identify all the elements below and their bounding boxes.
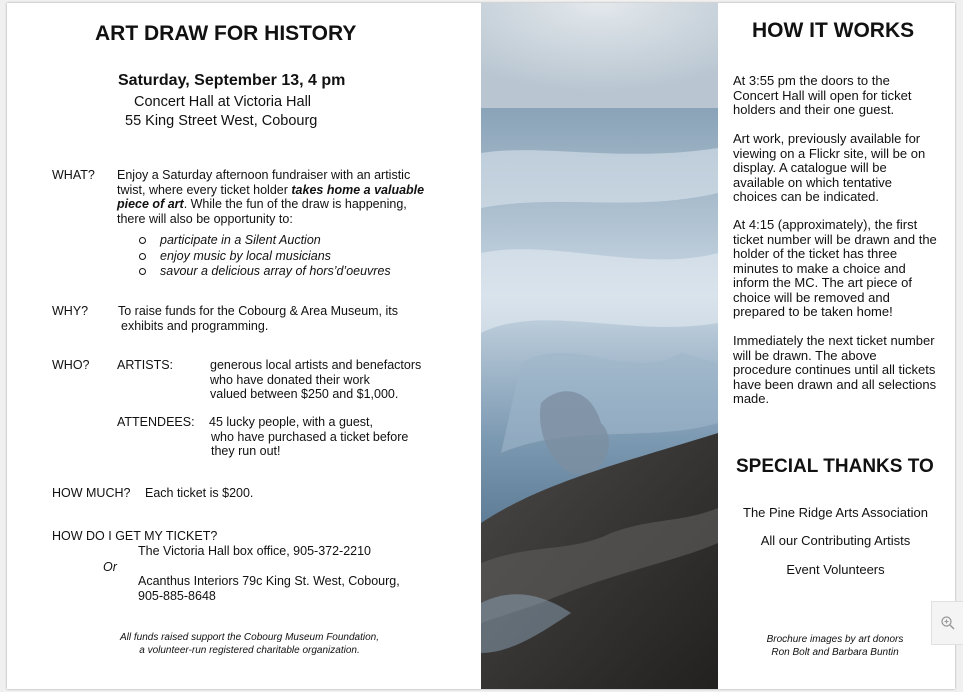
image-credit <box>740 633 930 659</box>
what-emphasis: takes home a valuable <box>291 182 425 197</box>
how-paragraph-4: Immediately the next ticket number will be drawn. The above procedure continues until all tickets have been drawn and all selections made. <box>733 333 937 406</box>
who-label: WHO? <box>52 358 90 372</box>
list-item: participate in a Silent Auction <box>139 233 391 249</box>
ocean-photo <box>481 3 718 689</box>
zoom-in-icon <box>940 615 956 631</box>
brochure-page <box>7 3 955 689</box>
what-text-part: . While the fun of the draw is happening, <box>183 197 407 211</box>
event-date: Saturday, September 13, 4 pm <box>118 72 346 89</box>
thanks-item-2: All our Contributing Artists <box>760 533 911 548</box>
how-paragraph-3: At 4:15 (approximately), the first ticket number will be drawn and the holder of the ticket has three minutes to make a choice and inform the MC. The art piece of choice will be removed and prepared to be taken home! <box>733 217 937 319</box>
or-label: Or <box>103 560 117 574</box>
what-line <box>117 183 457 198</box>
how-it-works-title: HOW IT WORKS <box>752 19 915 42</box>
why-label: WHY? <box>52 304 89 318</box>
how-paragraph-1: At 3:55 pm the doors to the Concert Hall will open for ticket holders and their one guest. <box>733 73 912 117</box>
attendees-text <box>209 415 408 459</box>
what-line <box>117 197 457 212</box>
artists-line: who have donated their work <box>210 372 370 387</box>
special-thanks-title: SPECIAL THANKS TO <box>736 456 934 477</box>
what-text <box>117 168 457 226</box>
why-line: exhibits and programming. <box>121 318 269 333</box>
how-much-label: HOW MUCH? <box>52 486 131 500</box>
what-line: there will also be opportunity to: <box>117 211 293 226</box>
how-much-text: Each ticket is $200. <box>145 486 254 500</box>
attendees-label: ATTENDEES: <box>117 415 195 429</box>
ticket-option-2 <box>138 574 400 603</box>
activity-list <box>139 233 391 280</box>
zoom-button[interactable] <box>931 601 963 645</box>
what-label: WHAT? <box>52 168 95 182</box>
what-emphasis: piece of art <box>117 197 184 211</box>
artists-label: ARTISTS: <box>117 358 174 372</box>
artists-line: generous local artists and benefactors <box>210 358 422 372</box>
artists-line: valued between $250 and $1,000. <box>210 387 399 401</box>
thanks-item-3: Event Volunteers <box>786 562 885 577</box>
attendees-line: who have purchased a ticket before <box>211 429 409 444</box>
credit-line: Brochure images by art donors <box>766 634 904 645</box>
list-item: enjoy music by local musicians <box>139 249 391 265</box>
venue-address: 55 King Street West, Cobourg <box>125 113 318 129</box>
footer-note <box>67 631 432 657</box>
ticket-option-line: Acanthus Interiors 79c King St. West, Cobourg, <box>138 574 400 588</box>
ticket-option-1: The Victoria Hall box office, 905-372-2210 <box>138 544 372 558</box>
venue-name: Concert Hall at Victoria Hall <box>134 94 312 110</box>
what-text-part: twist, where every ticket holder <box>117 182 288 197</box>
footer-line: All funds raised support the Cobourg Museum Foundation, <box>119 632 380 643</box>
ticket-option-line: 905-885-8648 <box>138 588 216 603</box>
why-line: To raise funds for the Cobourg & Area Museum, its <box>118 304 398 318</box>
ocean-artwork <box>481 3 718 689</box>
how-paragraph-2: Art work, previously available for viewing on a Flickr site, will be on display. A catalogue will be available on which tentative choices can be indicated. <box>733 131 926 204</box>
list-item: savour a delicious array of hors’d’oeuvres <box>139 264 391 280</box>
attendees-line: they run out! <box>211 444 281 458</box>
thanks-item-1: The Pine Ridge Arts Association <box>743 505 928 520</box>
credit-line: Ron Bolt and Barbara Buntin <box>771 647 899 658</box>
page-title: ART DRAW FOR HISTORY <box>95 22 357 45</box>
artists-text <box>210 358 421 402</box>
what-line: Enjoy a Saturday afternoon fundraiser with an artistic <box>117 168 411 182</box>
footer-line: a volunteer-run registered charitable organization. <box>139 645 360 656</box>
why-text <box>118 304 398 333</box>
ticket-label: HOW DO I GET MY TICKET? <box>52 529 218 543</box>
attendees-line: 45 lucky people, with a guest, <box>209 415 373 429</box>
